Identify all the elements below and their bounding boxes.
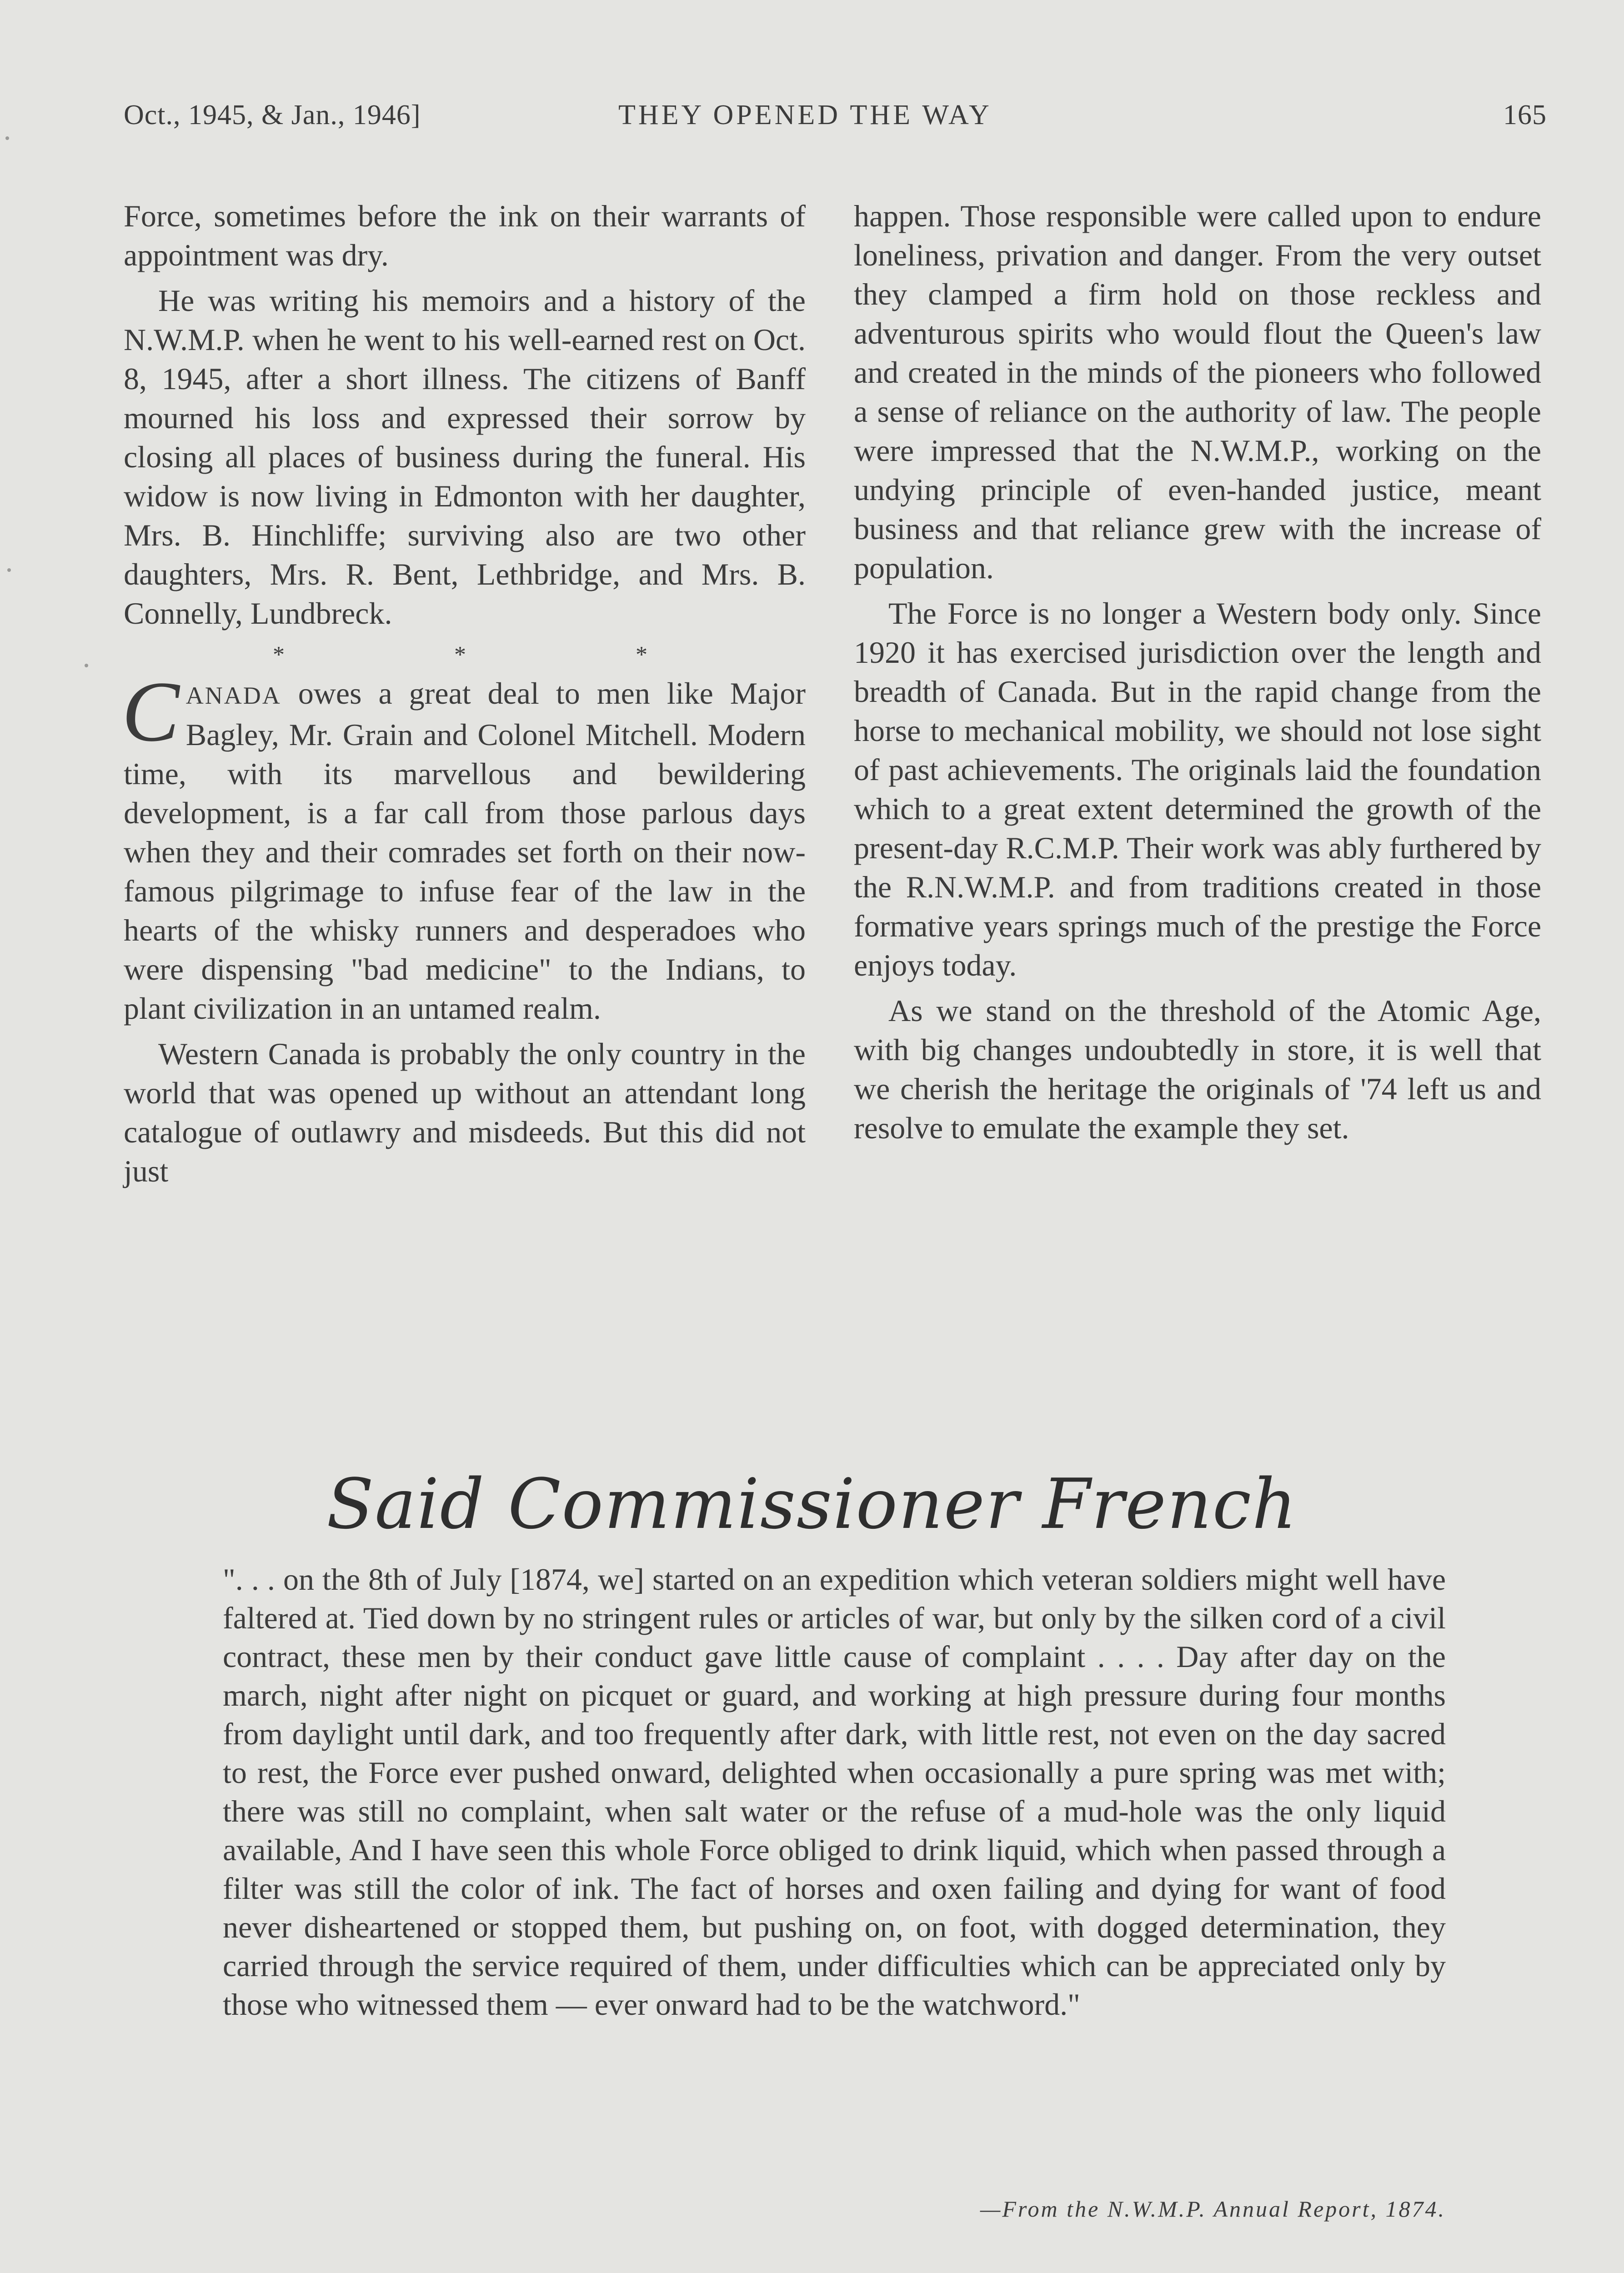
drop-cap: C	[122, 664, 180, 760]
quote-source: —From the N.W.M.P. Annual Report, 1874.	[980, 2196, 1446, 2222]
section-title: Said Commissioner French	[326, 1464, 1298, 1544]
paragraph: Force, sometimes before the ink on their warrants of appointment was dry.	[124, 199, 806, 272]
section-separator: * * *	[273, 642, 729, 668]
running-title: THEY OPENED THE WAY	[618, 100, 992, 130]
issue-date: Oct., 1945, & Jan., 1946]	[124, 100, 421, 130]
paragraph: The Force is no longer a Western body only. Since 1920 it has exercised jurisdiction over the length and breadth of Canada. But in the rapid change from the horse to mechanical mobility, we should not lose sight of past achievements. The originals laid the foundation which to a great extent determined the growth of the present-day R.C.M.P. Their work was ably furthered by the R.N.W.M.P. and from traditions created in those formative years springs much of the prestige the Force enjoys today.	[854, 596, 1541, 982]
page-number: 165	[1503, 100, 1547, 130]
scan-speck	[85, 664, 88, 667]
paragraph	[122, 664, 806, 1028]
right-column	[854, 196, 1541, 1154]
running-header	[124, 99, 1547, 149]
paragraph: happen. Those responsible were called upon to endure loneliness, privation and danger. From the very outset they clamped a firm hold on those reckless and adventurous spirits who would flout the Queen's law and created in the minds of the pioneers who followed a sense of reliance on the authority of law. The people were impressed that the N.W.M.P., working on the undying principle of even-handed justice, meant business and that reliance grew with the increase of population.	[854, 199, 1541, 585]
scan-speck	[5, 136, 9, 140]
paragraph: As we stand on the threshold of the Atomic Age, with big changes undoubtedly in store, it is well that we cherish the heritage the originals of '74 left us and resolve to emulate the example they set.	[854, 993, 1541, 1145]
paragraph: He was writing his memoirs and a history of the N.W.M.P. when he went to his well-earned rest on Oct. 8, 1945, after a short illness. The citizens of Banff mourned his loss and expressed their sorrow by closing all places of business during the funeral. His widow is now living in Edmonton with her daughter, Mrs. B. Hinchliffe; surviving also are two other daughters, Mrs. R. Bent, Lethbridge, and Mrs. B. Connelly, Lundbreck.	[124, 283, 806, 631]
small-caps-lead: ANADA	[185, 682, 281, 709]
block-quote	[223, 1560, 1446, 2024]
quote-text: ". . . on the 8th of July [1874, we] started on an expedition which veteran soldiers might well have faltered at. Tied down by no stringent rules or articles of war, but only by the silken cord of a civil contract, these men by their conduct gave little cause of complaint . . . . Day after day on the march, night after night on picquet or guard, and working at high pressure during four months from daylight until dark, and too frequently after dark, with little rest, not even on the day sacred to rest, the Force ever pushed onward, delighted when occasionally a pure spring was met with; there was still no complaint, when salt water or the refuse of a mud-hole was the only liquid available, And I have seen this whole Force obliged to drink liquid, which when passed through a filter was still the color of ink. The fact of horses and oxen failing and dying for want of food never disheartened or stopped them, but pushing on, on foot, with dogged determination, they carried through the service required of them, under difficulties which can be appreciated only by those who witnessed them — ever onward had to be the watchword."	[223, 1562, 1446, 2022]
paragraph-text: owes a great deal to men like Major Bagley, Mr. Grain and Colonel Mitchell. Modern time, with its marvellous and bewildering development, is a far call from those parlous days when they and their comrades set forth on their now-famous pilgrimage to infuse fear of the law in the hearts of the whisky runners and desperadoes who were dispensing "bad medicine" to the Indians, to plant civilization in an untamed realm.	[124, 676, 806, 1026]
left-column	[124, 196, 806, 1197]
paragraph: Western Canada is probably the only country in the world that was opened up without an attendant long catalogue of outlawry and misdeeds. But this did not just	[124, 1036, 806, 1188]
scan-speck	[7, 568, 11, 572]
